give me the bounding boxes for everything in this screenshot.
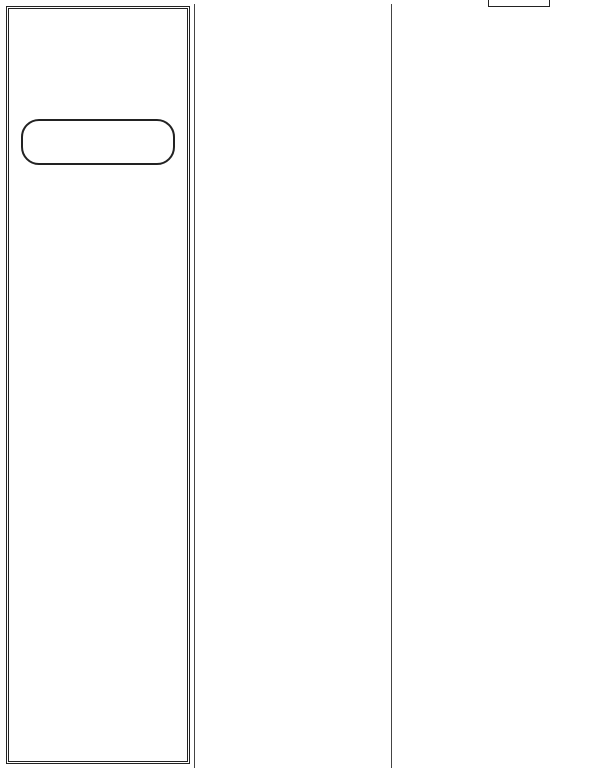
couplet [17,427,179,463]
couplet [17,487,179,523]
verse-line [17,505,179,523]
couplet [17,547,179,583]
couplet [17,607,179,643]
verse-line [17,487,179,505]
couplet [17,307,179,343]
verse-line [17,265,179,283]
naat-box [6,6,190,764]
verse-line [17,547,179,565]
naat-title [17,15,179,55]
couplet [17,187,179,223]
poet-name-box [21,119,175,165]
verse-line [17,325,179,343]
verse-line [17,625,179,643]
verse-line [17,667,179,685]
couplet [17,667,179,703]
verse-line [17,187,179,205]
right-column [396,4,584,768]
verse [17,187,179,703]
verse-line [17,385,179,403]
verse-line [17,247,179,265]
column-rule [194,4,195,768]
verse-line [17,427,179,445]
verse-line [17,685,179,703]
couplet [17,367,179,403]
verse-line [17,367,179,385]
naat-subtitle [17,75,179,111]
column-rule [391,4,392,768]
verse-line [17,607,179,625]
verse-line [17,565,179,583]
middle-column [200,4,386,768]
verse-line [17,445,179,463]
verse-line [17,307,179,325]
verse-line [17,205,179,223]
couplet [17,247,179,283]
